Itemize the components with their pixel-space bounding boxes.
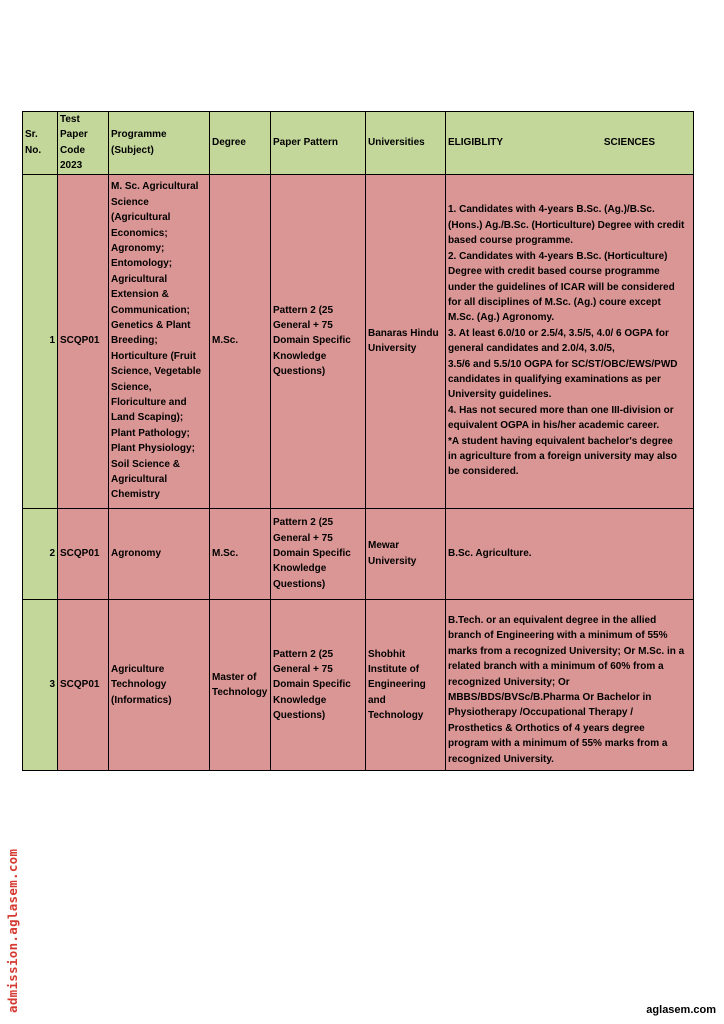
row-test-paper-code: SCQP01 — [58, 174, 109, 508]
row-paper-pattern: Pattern 2 (25 General + 75 Domain Specific Knowledge Questions) — [271, 508, 366, 599]
row-programme: Agronomy — [109, 508, 210, 599]
row-paper-pattern: Pattern 2 (25 General + 75 Domain Specific Knowledge Questions) — [271, 599, 366, 771]
row-degree: Master of Technology — [210, 599, 271, 771]
row-paper-pattern: Pattern 2 (25 General + 75 Domain Specific Knowledge Questions) — [271, 174, 366, 508]
row-degree: M.Sc. — [210, 508, 271, 599]
row-sr-no: 1 — [23, 174, 58, 508]
table-row — [23, 599, 694, 771]
row-eligibility: B.Sc. Agriculture. — [446, 508, 694, 599]
header-degree: Degree — [210, 112, 271, 175]
header-sciences-label: SCIENCES — [603, 137, 655, 149]
header-eligibility — [446, 112, 694, 175]
row-eligibility: 1. Candidates with 4-years B.Sc. (Ag.)/B.Sc. (Hons.) Ag./B.Sc. (Horticulture) Degree with credit based course programme. 2. Candidates with 4-years B.Sc. (Horticulture) Degree with credit based course programme under the guidelines of ICAR will be considered for all disciplines of M.Sc. (Ag.) coure except M.Sc. (Ag.) Agronomy. 3. At least 6.0/10 or 2.5/4, 3.5/5, 4.0/ 6 OGPA for general candidates and 2.0/4, 3.0/5, 3.5/6 and 5.5/10 OGPA for SC/ST/OBC/EWS/PWD candidates in qualifying examinations as per University guidelines. 4. Has not secured more than one III-division or equivalent OGPA in his/her academic career. *A student having equivalent bachelor's degree in agriculture from a foreign university may also be considered. — [446, 174, 694, 508]
table-header-row — [23, 112, 694, 175]
table-row — [23, 174, 694, 508]
header-eligibility-label: ELIGIBLITY — [448, 137, 503, 149]
row-eligibility-text: B.Tech. or an equivalent degree in the allied branch of Engineering with a minimum of 55% marks from a recognized University; Or M.Sc. in a related branch with a minimum of 60% from a recognized University; Or MBBS/BDS/BVSc/B.Pharma Or Bachelor in Physiotherapy /Occupational Therapy / Prosthetics & Orthotics of 4 years degree program with a minimum of 55% marks from a recognized University. — [448, 615, 685, 765]
row-programme: Agriculture Technology (Informatics) — [109, 599, 210, 771]
footer-site-label: aglasem.com — [646, 1004, 716, 1016]
row-university: Banaras Hindu University — [366, 174, 446, 508]
table-row — [23, 508, 694, 599]
row-eligibility — [446, 599, 694, 771]
row-programme: M. Sc. Agricultural Science (Agricultural Economics; Agronomy; Entomology; Agricultural Extension & Communication; Genetics & Plant Breeding; Horticulture (Fruit Science, Vegetable Science, Floriculture and Land Scaping); Plant Pathology; Plant Physiology; Soil Science & Agricultural Chemistry — [109, 174, 210, 508]
row-test-paper-code: SCQP01 — [58, 508, 109, 599]
header-paper-pattern: Paper Pattern — [271, 112, 366, 175]
row-sr-no: 2 — [23, 508, 58, 599]
row-test-paper-code: SCQP01 — [58, 599, 109, 771]
header-universities: Universities — [366, 112, 446, 175]
header-programme: Programme (Subject) — [109, 112, 210, 175]
eligibility-table — [22, 111, 694, 771]
row-sr-no: 3 — [23, 599, 58, 771]
row-university: Shobhit Institute of Engineering and Technology — [366, 599, 446, 771]
header-sr-no: Sr. No. — [23, 112, 58, 175]
row-university: Mewar University — [366, 508, 446, 599]
header-test-paper-code: Test Paper Code 2023 — [58, 112, 109, 175]
watermark: admission.aglasem.com — [5, 848, 20, 1013]
row-degree: M.Sc. — [210, 174, 271, 508]
